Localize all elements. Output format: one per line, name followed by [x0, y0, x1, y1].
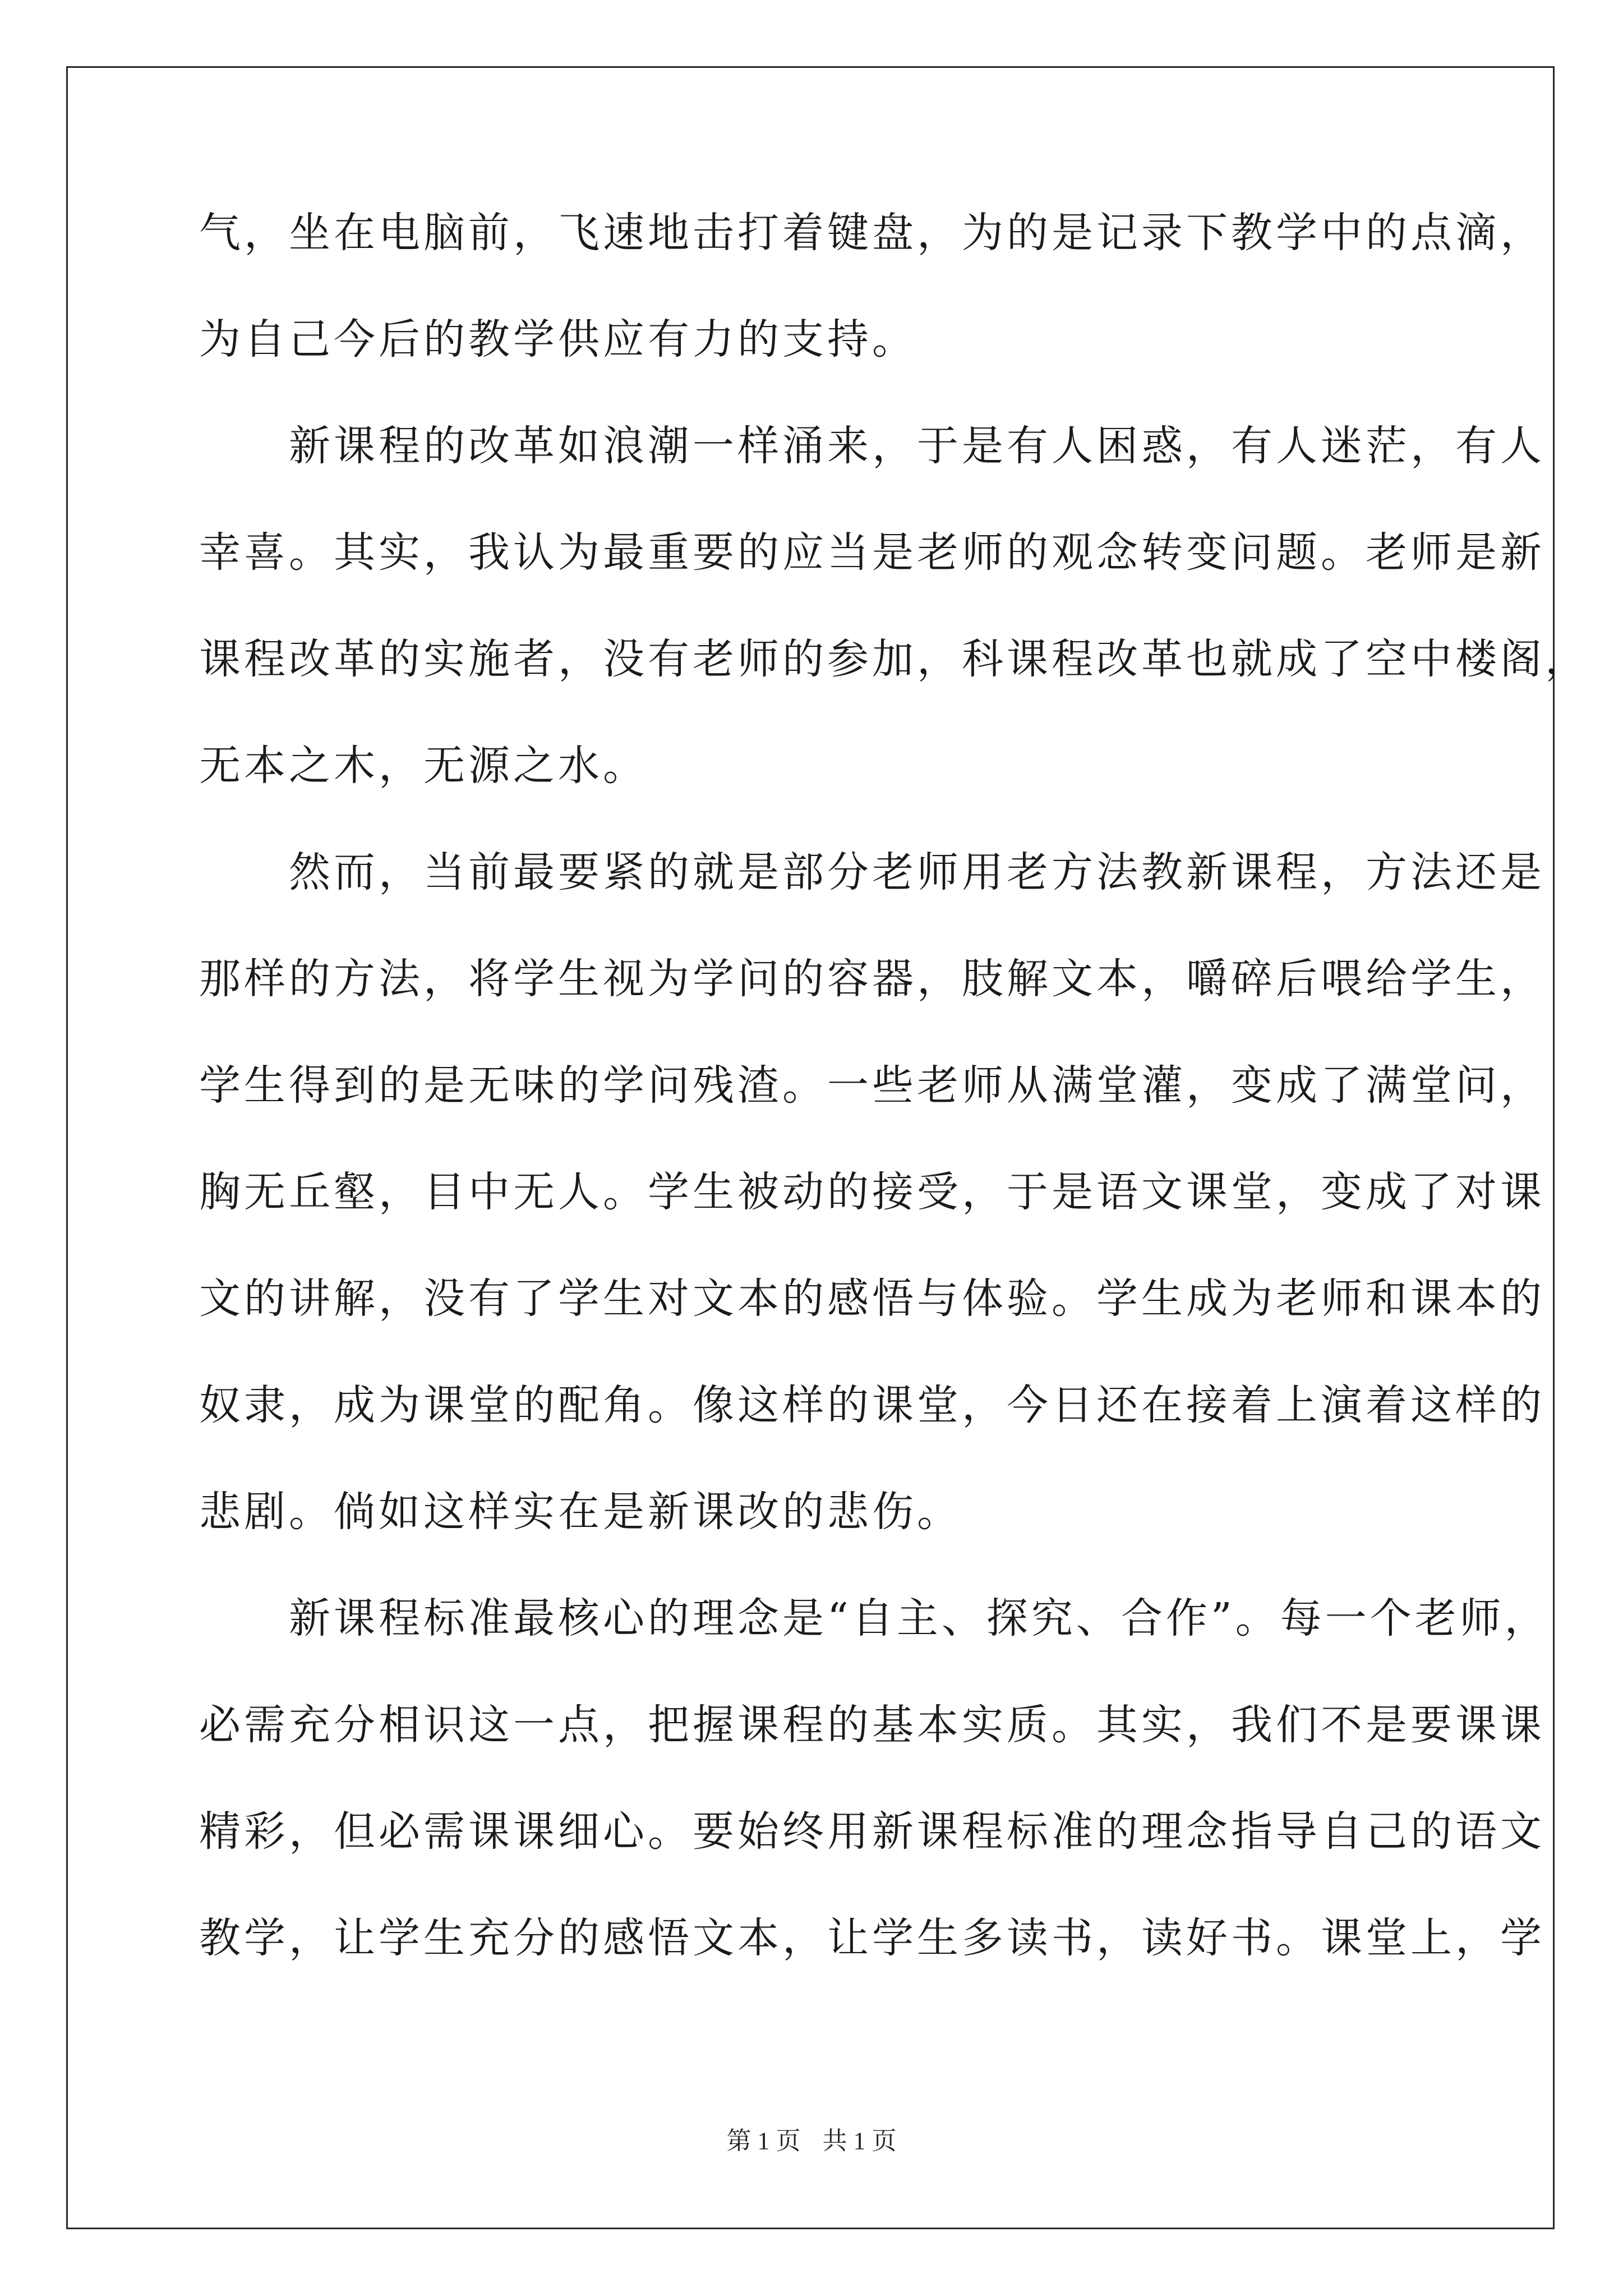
text-line: 课程改革的实施者，没有老师的参加，科课程改革也就成了空中楼阁， [199, 635, 1590, 683]
text-line: 必需充分相识这一点，把握课程的基本实质。其实，我们不是要课课 [199, 1701, 1545, 1749]
text-line: 气，坐在电脑前，飞速地击打着键盘，为的是记录下教学中的点滴， [199, 209, 1545, 257]
text-line: 文的讲解，没有了学生对文本的感悟与体验。学生成为老师和课本的 [199, 1274, 1545, 1323]
text-line: 学生得到的是无味的学问残渣。一些老师从满堂灌，变成了满堂问， [199, 1061, 1545, 1110]
text-line: 精彩，但必需课课细心。要始终用新课程标准的理念指导自己的语文 [199, 1807, 1545, 1856]
text-line: 悲剧。倘如这样实在是新课改的悲伤。 [199, 1488, 962, 1536]
text-line: 奴隶，成为课堂的配角。像这样的课堂，今日还在接着上演着这样的 [199, 1381, 1545, 1429]
text-line: 无本之木，无源之水。 [199, 742, 648, 790]
text-line: 然而，当前最要紧的就是部分老师用老方法教新课程，方法还是 [199, 848, 1545, 896]
text-line: 胸无丘壑，目中无人。学生被动的接受，于是语文课堂，变成了对课 [199, 1168, 1545, 1216]
text-line: 教学，让学生充分的感悟文本，让学生多读书，读好书。课堂上，学 [199, 1914, 1545, 1962]
text-line: 新课程标准最核心的理念是“自主、探究、合作”。每一个老师， [199, 1594, 1550, 1642]
text-line: 幸喜。其实，我认为最重要的应当是老师的观念转变问题。老师是新 [199, 528, 1545, 577]
text-line: 新课程的改革如浪潮一样涌来，于是有人困惑，有人迷茫，有人 [199, 422, 1545, 470]
page-number: 第 1 页 [726, 2127, 801, 2155]
page-total: 共 1 页 [822, 2127, 897, 2155]
page-footer [0, 2120, 1623, 2156]
text-line: 为自己今后的教学供应有力的支持。 [199, 315, 917, 364]
text-line: 那样的方法，将学生视为学问的容器，肢解文本，嚼碎后喂给学生， [199, 955, 1545, 1003]
